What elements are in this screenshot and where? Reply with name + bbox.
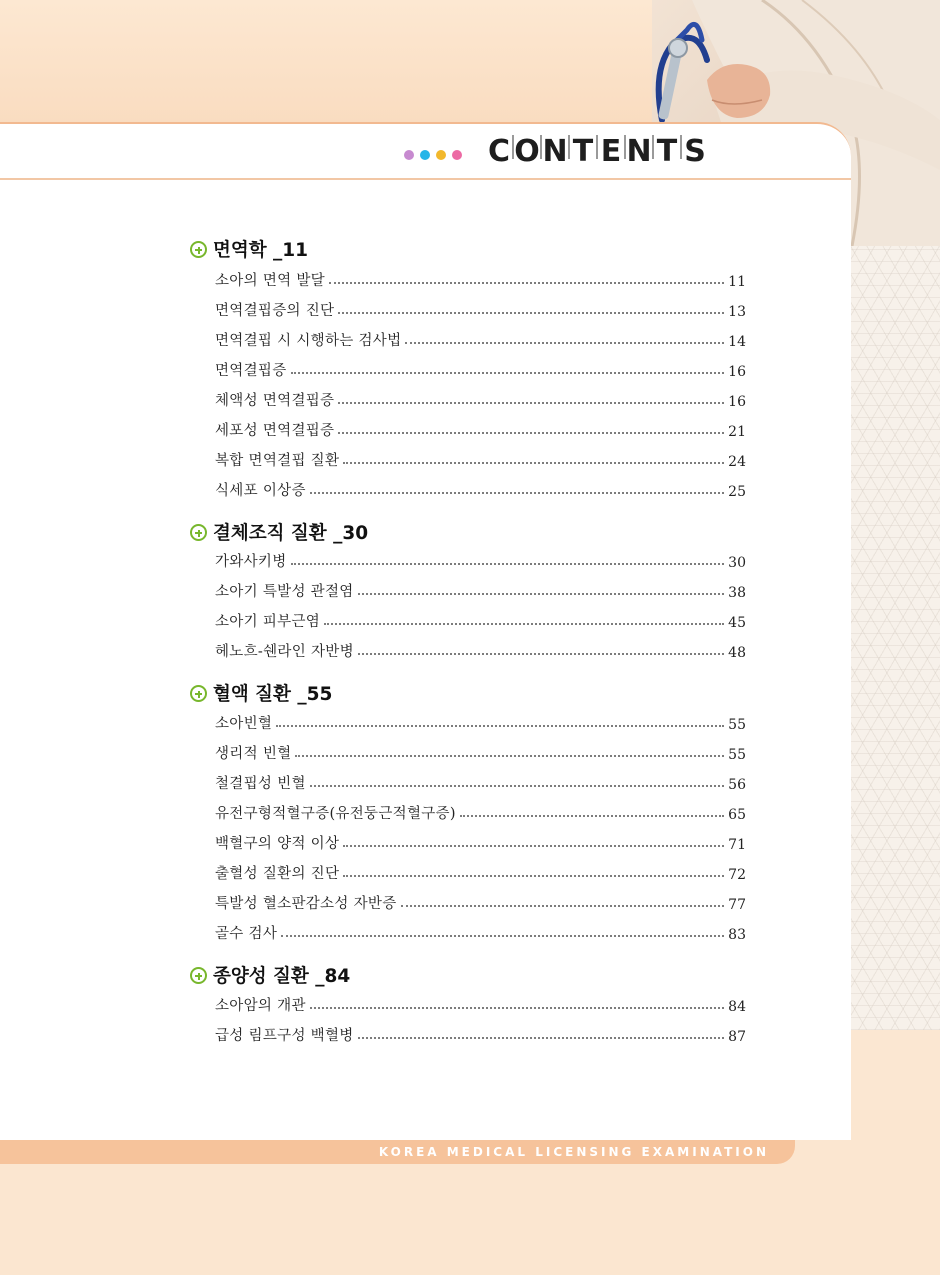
- entry-title: 유전구형적혈구증(유전둥근적혈구증): [215, 806, 456, 822]
- entry-page: 71: [728, 837, 746, 853]
- entry-title: 소아암의 개관: [215, 998, 306, 1014]
- section-title: 종양성 질환 _84: [213, 966, 351, 987]
- toc-entry[interactable]: [215, 771, 746, 793]
- entry-title: 면역결핍증의 진단: [215, 303, 335, 319]
- dot-leader: [338, 312, 724, 314]
- entry-title: 면역결핍증: [215, 363, 287, 379]
- dot-leader: [338, 402, 724, 404]
- entry-page: 16: [728, 394, 746, 410]
- entry-page: 77: [728, 897, 746, 913]
- entry-page: 45: [728, 615, 746, 631]
- plus-circle-icon: [190, 967, 207, 984]
- entry-title: 체액성 면역결핍증: [215, 393, 335, 409]
- entry-page: 38: [728, 585, 746, 601]
- lattice-pattern: [850, 245, 940, 1030]
- title-letter: C: [487, 134, 511, 169]
- dot-yellow: [436, 150, 446, 160]
- footer-band: [0, 1140, 795, 1164]
- dot-purple: [404, 150, 414, 160]
- toc-entry[interactable]: [215, 711, 746, 733]
- entry-title: 세포성 면역결핍증: [215, 423, 335, 439]
- toc-entry[interactable]: [215, 388, 746, 410]
- entry-title: 골수 검사: [215, 926, 278, 942]
- dot-leader: [310, 1007, 724, 1009]
- entry-page: 30: [728, 555, 746, 571]
- entry-title: 가와사키병: [215, 554, 287, 570]
- entry-page: 16: [728, 364, 746, 380]
- dot-pink: [452, 150, 462, 160]
- entry-page: 25: [728, 484, 746, 500]
- title-letter: E: [600, 134, 622, 169]
- dot-leader: [276, 725, 724, 727]
- entry-title: 백혈구의 양적 이상: [215, 836, 340, 852]
- entry-title: 복합 면역결핍 질환: [215, 453, 340, 469]
- title-letter: N: [626, 134, 652, 169]
- contents-title: [486, 134, 708, 170]
- entry-title: 소아기 피부근염: [215, 614, 321, 630]
- entry-title: 특발성 혈소판감소성 자반증: [215, 896, 397, 912]
- dot-leader: [343, 462, 724, 464]
- toc-entry[interactable]: [215, 1023, 746, 1045]
- toc-entry[interactable]: [215, 639, 746, 661]
- dot-leader: [401, 905, 725, 907]
- entry-page: 21: [728, 424, 746, 440]
- toc-entry[interactable]: [215, 891, 746, 913]
- entry-title: 소아의 면역 발달: [215, 273, 325, 289]
- dot-leader: [338, 432, 724, 434]
- entry-page: 56: [728, 777, 746, 793]
- toc-entry[interactable]: [215, 418, 746, 440]
- entry-title: 헤노흐-쉔라인 자반병: [215, 644, 354, 660]
- dot-leader: [405, 342, 724, 344]
- entry-title: 면역결핍 시 시행하는 검사법: [215, 333, 402, 349]
- dot-leader: [310, 492, 724, 494]
- entry-title: 철결핍성 빈혈: [215, 776, 306, 792]
- entry-page: 72: [728, 867, 746, 883]
- entry-page: 48: [728, 645, 746, 661]
- section-title: 혈액 질환 _55: [213, 684, 333, 705]
- section-title: 면역학 _11: [213, 240, 309, 261]
- toc-entry[interactable]: [215, 549, 746, 571]
- toc-entry[interactable]: [215, 328, 746, 350]
- dot-leader: [358, 593, 725, 595]
- toc-entry[interactable]: [215, 579, 746, 601]
- entry-page: 55: [728, 747, 746, 763]
- dot-leader: [324, 623, 724, 625]
- toc-section-heading[interactable]: [190, 680, 332, 710]
- entry-page: 24: [728, 454, 746, 470]
- entry-page: 87: [728, 1029, 746, 1045]
- dot-leader: [460, 815, 724, 817]
- toc-entry[interactable]: [215, 993, 746, 1015]
- dot-leader: [291, 563, 725, 565]
- toc-entry[interactable]: [215, 861, 746, 883]
- plus-circle-icon: [190, 524, 207, 541]
- entry-title: 생리적 빈혈: [215, 746, 292, 762]
- dot-leader: [343, 875, 724, 877]
- dot-leader: [281, 935, 724, 937]
- entry-page: 13: [728, 304, 746, 320]
- entry-page: 55: [728, 717, 746, 733]
- entry-page: 14: [728, 334, 746, 350]
- entry-title: 식세포 이상증: [215, 483, 306, 499]
- decorative-dots: [404, 145, 468, 159]
- section-title: 결체조직 질환 _30: [213, 523, 369, 544]
- plus-circle-icon: [190, 685, 207, 702]
- toc-entry[interactable]: [215, 268, 746, 290]
- dot-leader: [358, 653, 724, 655]
- toc-section-heading[interactable]: [190, 236, 308, 266]
- dot-leader: [295, 755, 724, 757]
- entry-page: 65: [728, 807, 746, 823]
- dot-leader: [343, 845, 724, 847]
- footer-text: KOREA MEDICAL LICENSING EXAMINATION: [378, 1145, 769, 1159]
- entry-page: 83: [728, 927, 746, 943]
- entry-page: 11: [728, 274, 746, 290]
- dot-leader: [310, 785, 724, 787]
- title-letter: T: [656, 134, 678, 169]
- title-letter: T: [572, 134, 594, 169]
- entry-title: 소아기 특발성 관절염: [215, 584, 354, 600]
- plus-circle-icon: [190, 241, 207, 258]
- entry-title: 소아빈혈: [215, 716, 273, 732]
- dot-blue: [420, 150, 430, 160]
- toc-entry[interactable]: [215, 741, 746, 763]
- toc-entry[interactable]: [215, 801, 746, 823]
- dot-leader: [329, 282, 724, 284]
- toc-section-heading[interactable]: [190, 519, 368, 549]
- toc-entry[interactable]: [215, 609, 746, 631]
- toc-section-heading[interactable]: [190, 962, 350, 992]
- toc-entry[interactable]: [215, 831, 746, 853]
- entry-title: 급성 림프구성 백혈병: [215, 1028, 354, 1044]
- toc-entry[interactable]: [215, 298, 746, 320]
- dot-leader: [291, 372, 725, 374]
- toc-entry[interactable]: [215, 448, 746, 470]
- entry-title: 출혈성 질환의 진단: [215, 866, 340, 882]
- title-letter: O: [514, 134, 540, 169]
- entry-page: 84: [728, 999, 746, 1015]
- toc-entry[interactable]: [215, 921, 746, 943]
- title-letter: N: [542, 134, 568, 169]
- toc-entry[interactable]: [215, 358, 746, 380]
- header-divider: [0, 178, 851, 180]
- title-letter: S: [684, 134, 706, 169]
- toc-entry[interactable]: [215, 478, 746, 500]
- dot-leader: [358, 1037, 725, 1039]
